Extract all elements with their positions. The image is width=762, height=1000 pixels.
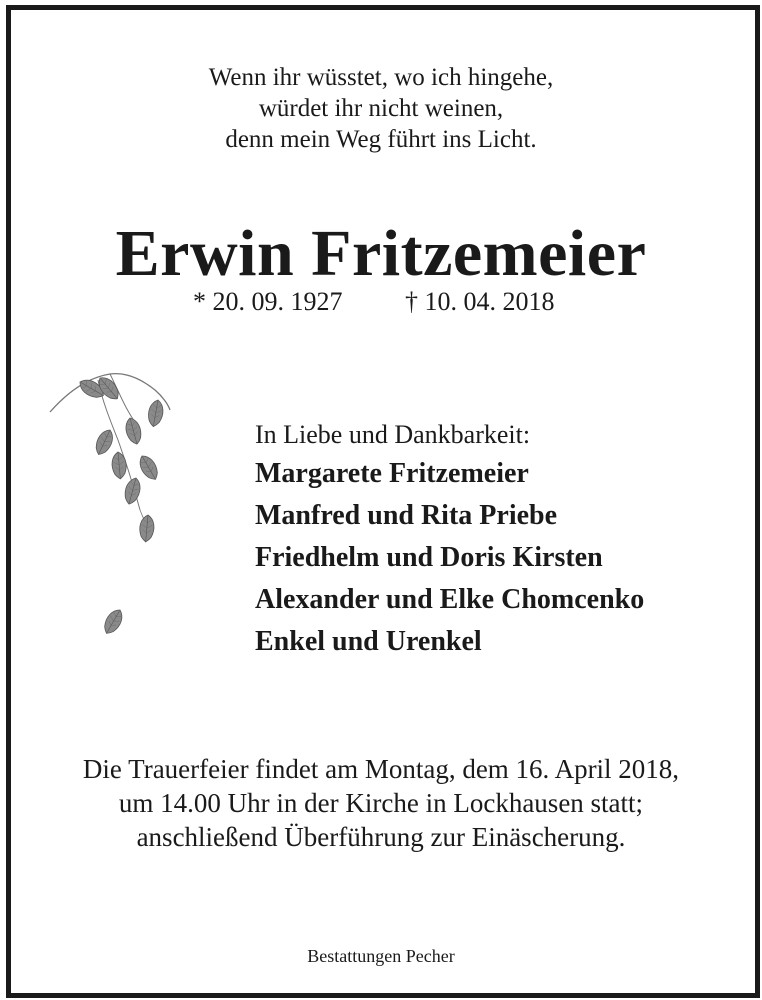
mourner-name: Margarete Fritzemeier — [255, 458, 529, 489]
service-line: um 14.00 Uhr in der Kirche in Lockhausen statt; — [118, 788, 644, 818]
poem — [0, 62, 762, 155]
mourner-name: Enkel und Urenkel — [255, 626, 482, 657]
mourner-name: Alexander und Elke Chomcenko — [255, 584, 645, 615]
deceased-name: Erwin Fritzemeier — [115, 217, 647, 290]
undertaker-name: Bestattungen Pecher — [307, 946, 455, 966]
birch-leaves-icon — [40, 360, 190, 660]
poem-line: Wenn ihr wüsstet, wo ich hingehe, — [208, 64, 554, 91]
service-line: Die Trauerfeier findet am Montag, dem 16. April 2018, — [82, 754, 680, 784]
poem-line: denn mein Weg führt ins Licht. — [225, 126, 537, 153]
service-details — [0, 752, 762, 854]
service-line: anschließend Überführung zur Einäscherung. — [136, 822, 626, 852]
mourner-name: Friedhelm und Doris Kirsten — [255, 542, 603, 573]
mourners-intro: In Liebe und Dankbarkeit: — [255, 420, 531, 449]
mourners-list — [255, 417, 644, 663]
poem-line: würdet ihr nicht weinen, — [258, 95, 504, 122]
mourner-name: Manfred und Rita Priebe — [255, 500, 558, 531]
birth-date: * 20. 09. 1927 — [193, 287, 343, 316]
death-date: † 10. 04. 2018 — [405, 287, 555, 316]
